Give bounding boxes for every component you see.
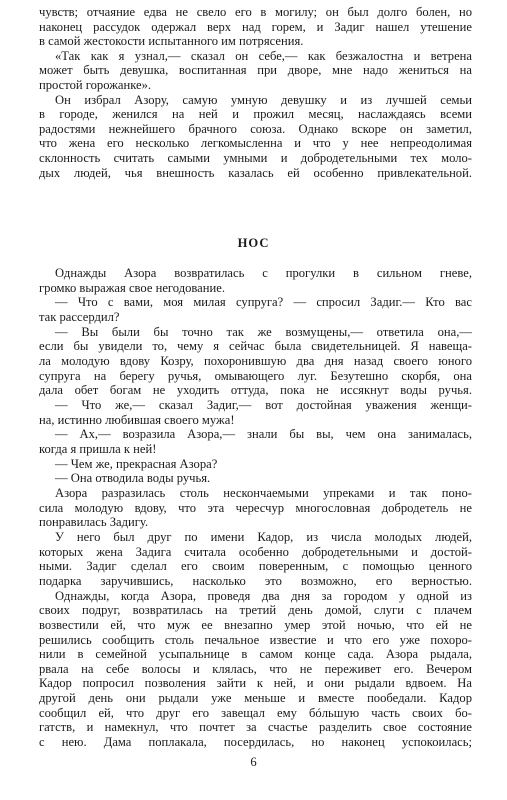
text-line: ла молодую вдову Козру, похоронившую два дня назад своего юного <box>39 353 472 368</box>
text-line: У него был друг по имени Кадор, из числа молодых людей, <box>55 529 472 544</box>
text-line: радостями нежнейшего брачного союза. Однако вскоре он заметил, <box>39 121 472 136</box>
text-line: понравилась Задигу. <box>39 515 149 530</box>
text-line: с нею. Дама поплакала, посердилась, но наконец успокоилась; <box>39 735 472 750</box>
text-line: Однажды, когда Азора, проведя два дня за городом у одной из <box>55 588 472 603</box>
text-line: так рассердил? <box>39 309 120 324</box>
text-line: — Вы были бы точно так же возмущены,— ответила она,— <box>55 324 472 339</box>
page-number: 6 <box>250 755 257 769</box>
text-line: склонность считать самыми умными и добродетельными тех моло- <box>39 151 472 165</box>
text-line: громко выражая свое негодование. <box>39 280 225 295</box>
chapter-heading: НОС <box>237 236 270 250</box>
text-line: в городе, женился на ней и прожил месяц, наслаждаясь всеми <box>39 107 472 122</box>
text-line: дала обет богам не уходить оттуда, пока не иссякнут воды ручья. <box>39 383 472 398</box>
text-line: на, истинно любившая своего мужа! <box>39 412 235 427</box>
text-line: гатств, и намекнул, что почтет за счастье разделить свое состояние <box>39 720 472 735</box>
text-line: ными. Задиг сделал его своим поверенным, с помощью ценного <box>39 559 472 574</box>
text-line: супруга на берегу ручья, омывающего луг. Безутешно скорбя, она <box>39 368 472 383</box>
text-line: когда я пришла к ней! <box>39 441 157 456</box>
text-line: в самой жестокости испытанного им потрясения. <box>39 34 304 49</box>
text-line: которых жена Задига считала особенно добродетельными и достой- <box>39 544 472 559</box>
text-line: — Ах,— возразила Азора,— знали бы вы, чем она занималась, <box>55 427 472 442</box>
text-line: наконец рассудок одержал верх над горем, и Задиг нашел утешение <box>39 19 472 34</box>
text-line: если бы увидели то, чему я сейчас была свидетельницей. Я навеща- <box>39 339 472 354</box>
text-line: — Что с вами, моя милая супруга? — спросил Задиг.— Кто вас <box>55 295 472 310</box>
text-line: сила молодую вдову, что эта чересчур многословная добродетель не <box>39 500 472 515</box>
text-line: решились сообщить столь печальное известие и что его уже похоро- <box>39 632 472 647</box>
text-line: возвестили ей, что муж ее внезапно умер этой ночью, что ей не <box>39 617 472 632</box>
text-line: чувств; отчаяние едва не свело его в могилу; он был долго болен, но <box>39 5 472 19</box>
text-line: рвала на себе волосы и клялась, что не переживет его. Вечером <box>39 661 472 676</box>
text-line: «Так как я узнал,— сказал он себе,— как безжалостна и ветрена <box>55 48 472 63</box>
text-line: Он избрал Азору, самую умную девушку и из лучшей семьи <box>55 92 472 107</box>
text-line: Однажды Азора возвратилась с прогулки в сильном гневе, <box>55 266 472 280</box>
text-line: — Чем же, прекрасная Азора? <box>55 456 218 471</box>
text-line: — Что же,— сказал Задиг,— вот достойная уважения женщи- <box>55 397 472 412</box>
text-line: нили в семейной усыпальнице в самом конце сада. Азора рыдала, <box>39 647 472 662</box>
text-line: другой день они рыдали уже меньше и вместе пообедали. Кадор <box>39 691 472 706</box>
text-line: — Она отводила воды ручья. <box>55 471 211 486</box>
text-line: что жена его несколько легкомысленна и что у нее непреодолимая <box>39 136 472 151</box>
text-line: может быть девушка, воспитанная при дворе, мне надо жениться на <box>39 63 472 78</box>
text-line: сообщил ей, что друг его завещал ему бóльшую часть своих бо- <box>39 705 472 720</box>
text-line: Кадор попросил позволения зайти к ней, и они рыдали вдвоем. На <box>39 676 472 691</box>
text-line: подарка заручившись, насколько это возможно, его верностью. <box>39 573 472 588</box>
text-line: простой горожанке». <box>39 78 152 92</box>
text-line: Азора разразилась столь нескончаемыми упреками и так поно- <box>55 485 472 500</box>
text-line: своих подруг, возвратилась на третий день домой, слуги с плачем <box>39 603 472 618</box>
text-line: дых людей, чья внешность казалась ей особенно привлекательной. <box>39 165 472 180</box>
